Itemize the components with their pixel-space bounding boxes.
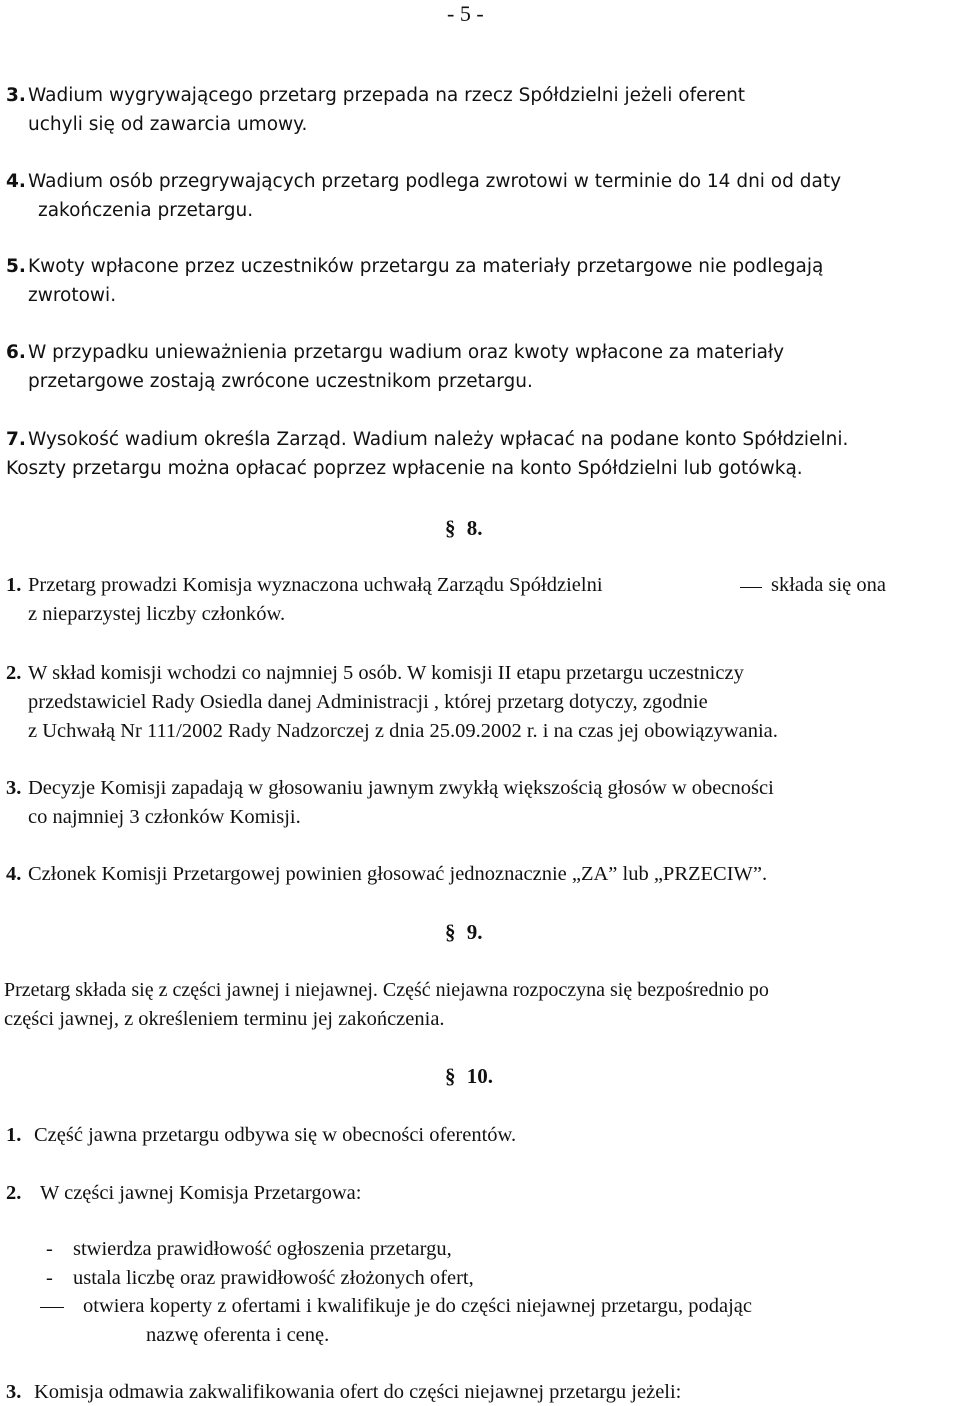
section-number: 10.	[466, 1064, 493, 1088]
paragraph-line: Przetarg prowadzi Komisja wyznaczona uchwałą Zarządu Spółdzielni	[28, 574, 603, 596]
paragraph-line: z Uchwałą Nr 111/2002 Rady Nadzorczej z dnia 25.09.2002 r. i na czas jej obowiązywania.	[28, 720, 778, 742]
em-dash	[740, 587, 762, 588]
bullet-marker: -	[46, 1267, 53, 1289]
paragraph-line: W części jawnej Komisja Przetargowa:	[40, 1182, 362, 1204]
paragraph-line: W przypadku unieważnienia przetargu wadium oraz kwoty wpłacone za materiały	[28, 342, 785, 363]
paragraph-line: Decyzje Komisji zapadają w głosowaniu jawnym zwykłą większością głosów w obecności	[28, 777, 774, 799]
paragraph-line: przetargowe zostają zwrócone uczestnikom przetargu.	[28, 371, 533, 392]
paragraph-number: 3.	[6, 777, 22, 799]
list-item-text-continued: nazwę oferenta i cenę.	[146, 1324, 330, 1346]
bullet-dash-icon	[40, 1307, 64, 1308]
bullet-marker: -	[46, 1238, 53, 1260]
paragraph-number: 3.	[6, 85, 26, 106]
page-number: - 5 -	[447, 1, 484, 26]
paragraph-number: 3.	[6, 1381, 22, 1403]
paragraph-line: Komisja odmawia zakwalifikowania ofert do części niejawnej przetargu jeżeli:	[34, 1381, 682, 1403]
paragraph-number: 4.	[6, 863, 22, 885]
paragraph-line: zwrotowi.	[28, 285, 117, 306]
section-symbol: §	[445, 920, 456, 944]
paragraph-number: 2.	[6, 1182, 22, 1204]
paragraph-number: 2.	[6, 662, 22, 684]
paragraph-number: 4.	[6, 171, 26, 192]
paragraph-line: Członek Komisji Przetargowej powinien głosować jednoznacznie „ZA” lub „PRZECIW”.	[28, 863, 768, 885]
section-symbol: §	[445, 516, 456, 540]
paragraph-number: 5.	[6, 256, 26, 277]
paragraph-number: 1.	[6, 1124, 22, 1146]
paragraph-line: z nieparzystej liczby członków.	[28, 603, 286, 625]
section-number: 9.	[466, 920, 483, 944]
paragraph-line: składa się ona	[771, 574, 886, 596]
list-item-text: stwierdza prawidłowość ogłoszenia przetargu,	[73, 1238, 452, 1260]
paragraph-line: Część jawna przetargu odbywa się w obecności oferentów.	[34, 1124, 517, 1146]
paragraph-line: co najmniej 3 członków Komisji.	[28, 806, 301, 828]
paragraph-number: 1.	[6, 574, 22, 596]
paragraph-line: uchyli się od zawarcia umowy.	[28, 114, 308, 135]
paragraph-line: części jawnej, z określeniem terminu jej zakończenia.	[4, 1008, 445, 1030]
section-number: 8.	[466, 516, 483, 540]
paragraph-line: W skład komisji wchodzi co najmniej 5 osób. W komisji II etapu przetargu uczestniczy	[28, 662, 744, 684]
paragraph-line: Wysokość wadium określa Zarząd. Wadium należy wpłacać na podane konto Spółdzielni.	[28, 429, 849, 450]
paragraph-line: Wadium wygrywającego przetarg przepada na rzecz Spółdzielni jeżeli oferent	[28, 85, 746, 106]
paragraph-line: Kwoty wpłacone przez uczestników przetargu za materiały przetargowe nie podlegają	[28, 256, 824, 277]
list-item-text: ustala liczbę oraz prawidłowość złożonych ofert,	[73, 1267, 474, 1289]
paragraph-number: 7.	[6, 429, 26, 450]
paragraph-line: zakończenia przetargu.	[38, 200, 254, 221]
paragraph-line: Koszty przetargu można opłacać poprzez wpłacenie na konto Spółdzielni lub gotówką.	[6, 458, 803, 479]
section-heading-10	[445, 1066, 493, 1087]
section-symbol: §	[445, 1064, 456, 1088]
paragraph-number: 6.	[6, 342, 26, 363]
section-heading-8	[445, 518, 483, 539]
list-item-text: otwiera koperty z ofertami i kwalifikuje je do części niejawnej przetargu, podając	[83, 1295, 753, 1317]
section-heading-9	[445, 922, 483, 943]
paragraph-line: Przetarg składa się z części jawnej i niejawnej. Część niejawna rozpoczyna się bezpośrednio po	[4, 979, 769, 1001]
paragraph-line: przedstawiciel Rady Osiedla danej Administracji , której przetarg dotyczy, zgodnie	[28, 691, 708, 713]
paragraph-line: Wadium osób przegrywających przetarg podlega zwrotowi w terminie do 14 dni od daty	[28, 171, 842, 192]
